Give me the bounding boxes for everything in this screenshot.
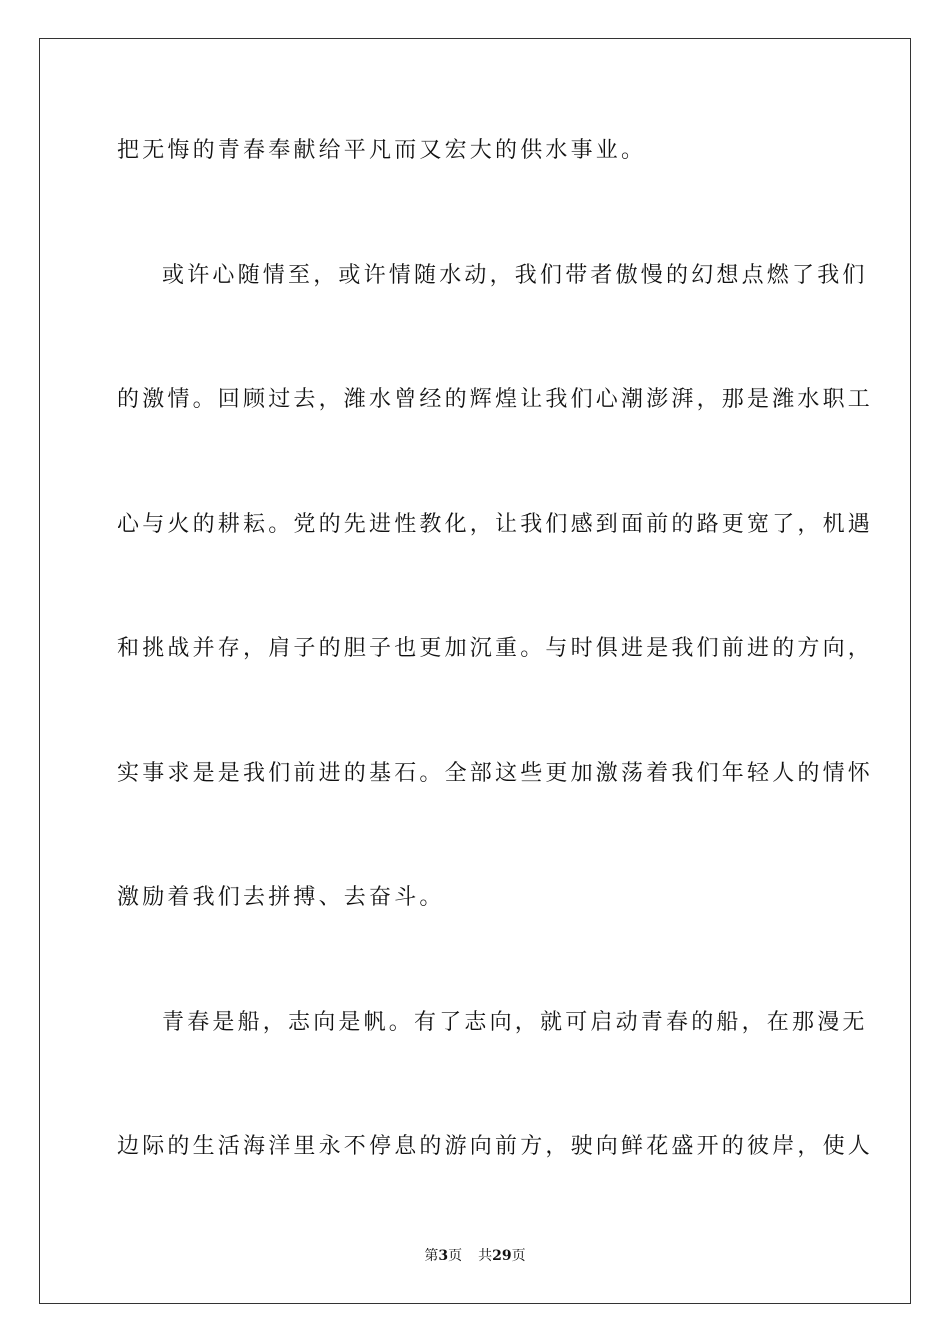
footer-total-suffix: 页 [511,1248,526,1264]
text-line-7: 激励着我们去拼搏、去奋斗。 [117,885,445,910]
footer-page-suffix: 页 [448,1248,463,1264]
footer-total-prefix: 共 [478,1248,493,1264]
text-line-4: 心与火的耕耘。党的先进性教化，让我们感到面前的路更宽了，机遇 [117,512,874,537]
footer-page-number: 3 [438,1248,449,1264]
text-line-8: 青春是船，志向是帆。有了志向，就可启动青春的船，在那漫无 [162,1010,868,1035]
footer-page-prefix: 第 [424,1248,439,1264]
page-border [39,38,911,1304]
footer-total-number: 29 [492,1248,512,1264]
text-line-1: 把无悔的青春奉献给平凡而又宏大的供水事业。 [117,138,647,163]
text-line-5: 和挑战并存，肩子的胆子也更加沉重。与时俱进是我们前进的方向， [117,636,874,661]
text-line-6: 实事求是是我们前进的基石。全部这些更加激荡着我们年轻人的情怀 [117,761,874,786]
text-line-9: 边际的生活海洋里永不停息的游向前方，驶向鲜花盛开的彼岸，使人 [117,1134,874,1159]
text-line-3: 的激情。回顾过去，潍水曾经的辉煌让我们心潮澎湃，那是潍水职工 [117,387,874,412]
page-footer [0,1246,950,1266]
text-line-2: 或许心随情至，或许情随水动，我们带者傲慢的幻想点燃了我们 [162,263,868,288]
